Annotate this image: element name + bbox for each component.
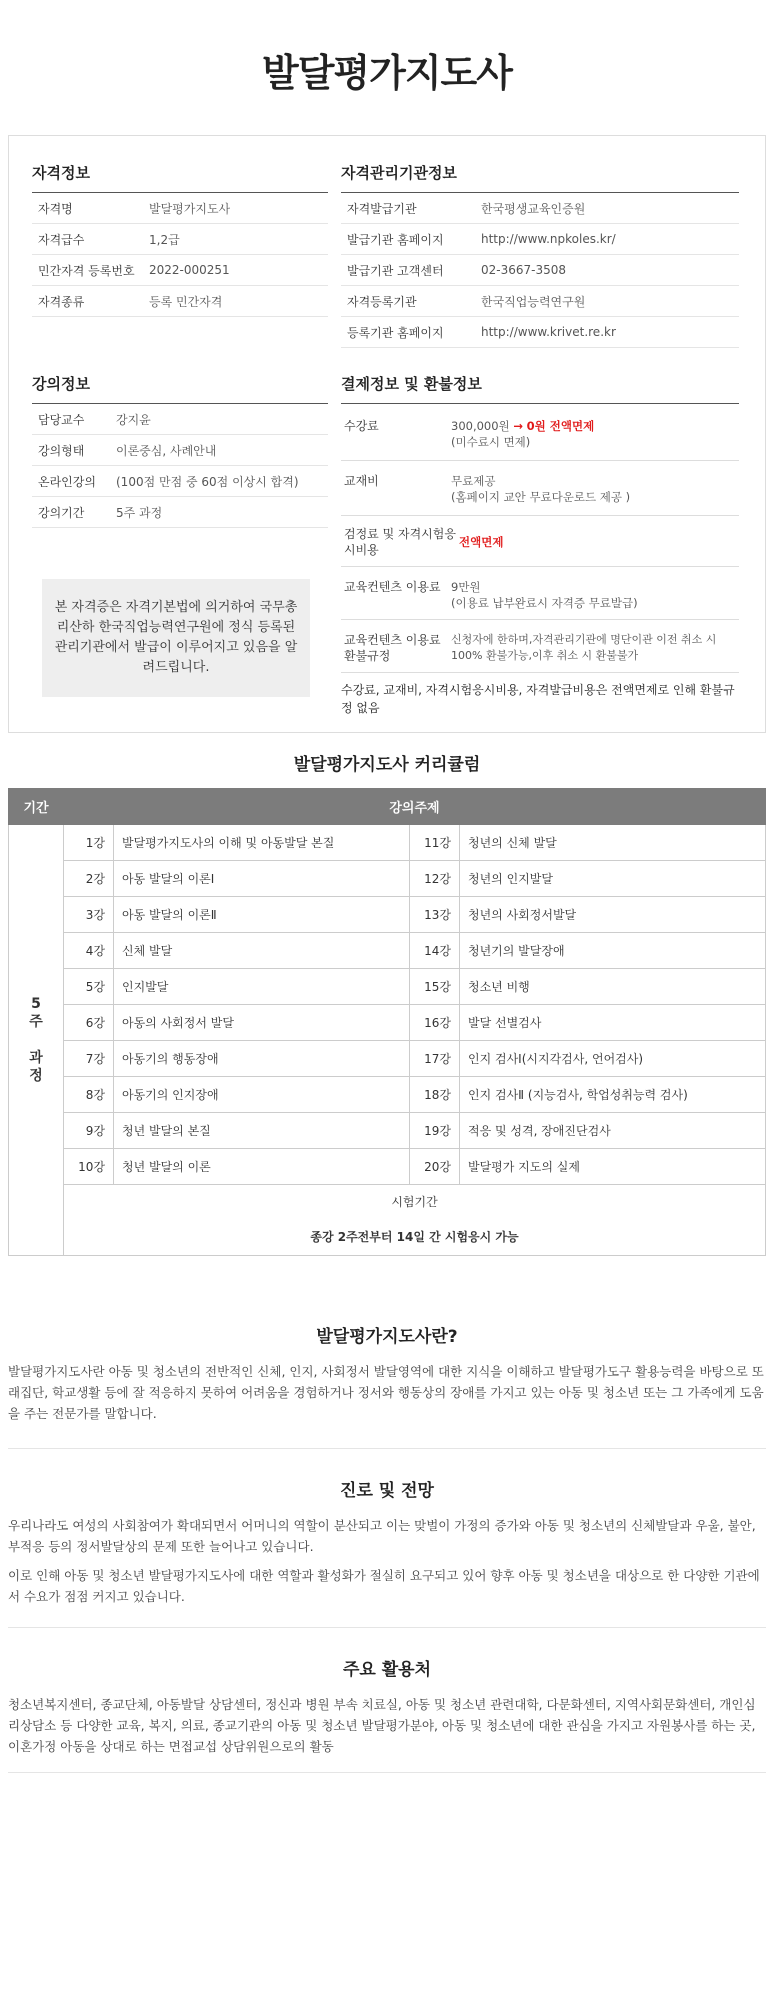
content-row bbox=[341, 567, 739, 620]
kv-key: 자격종류 bbox=[38, 294, 85, 309]
qualification-section bbox=[32, 162, 328, 317]
kv-row bbox=[341, 255, 739, 286]
kv-value: 한국직업능력연구원 bbox=[481, 294, 586, 309]
usage-body: 청소년복지센터, 종교단체, 아동발달 상담센터, 정신과 병원 부속 치료실, 아동 및 청소년 관련대학, 다문화센터, 지역사회문화센터, 개인심리상담소 등 다양한 교육, 복지, 의료, 종교기관의 아동 및 청소년 발달평가분야, 아동 및 청소년에 대한 관심을 가지고 자원봉사를 하는 곳, 이혼가정 아동을 상대로 하는 면접교섭 상담위원으로의 활동 bbox=[8, 1697, 756, 1754]
kv-row bbox=[32, 224, 328, 255]
kv-row bbox=[341, 317, 739, 348]
info-box bbox=[8, 135, 766, 733]
table-row bbox=[9, 1005, 766, 1041]
material-value: 무료제공 bbox=[451, 474, 496, 488]
material-sub: (홈페이지 교안 무료다운로드 제공 ) bbox=[451, 490, 631, 504]
outlook-body: 이로 인해 아동 및 청소년 발달평가지도사에 대한 역할과 활성화가 절실히 요구되고 있어 향후 아동 및 청소년을 대상으로 한 다양한 기관에서 수요가 점점 커지고 있습니다. bbox=[8, 1568, 760, 1604]
lecture-topic: 청년 발달의 본질 bbox=[114, 1113, 410, 1149]
lecture-number: 8강 bbox=[64, 1077, 114, 1113]
exam-cell bbox=[64, 1185, 766, 1256]
curriculum-table bbox=[8, 788, 766, 1256]
refund-value: 신청자에 한하며,자격관리기관에 명단이관 이전 취소 시 100% 환불가능,이후 취소 시 환불불가 bbox=[451, 633, 717, 662]
fee-value: 전액면제 bbox=[459, 535, 504, 549]
lecture-topic: 인지 검사Ⅰ(시지각검사, 언어검사) bbox=[459, 1041, 765, 1077]
table-row bbox=[9, 1041, 766, 1077]
lecture-topic: 적응 및 성격, 장애진단검사 bbox=[459, 1113, 765, 1149]
col-topic: 강의주제 bbox=[64, 789, 766, 825]
kv-key: 자격명 bbox=[38, 201, 73, 216]
lecture-topic: 청년기의 발달장애 bbox=[459, 933, 765, 969]
pay-value bbox=[451, 418, 739, 450]
kv-key: 강의기간 bbox=[38, 505, 85, 520]
arrow-icon: → bbox=[513, 419, 523, 433]
pay-key: 수강료 bbox=[344, 419, 379, 433]
lecture-number: 20강 bbox=[409, 1149, 459, 1185]
lecture-topic: 청소년 비행 bbox=[459, 969, 765, 1005]
pay-value bbox=[451, 579, 739, 611]
kv-value: 등록 민간자격 bbox=[149, 294, 223, 309]
table-row bbox=[9, 825, 766, 861]
lecture-topic: 청년의 인지발달 bbox=[459, 861, 765, 897]
kv-row bbox=[32, 404, 328, 435]
kv-row bbox=[341, 224, 739, 255]
kv-row bbox=[32, 435, 328, 466]
kv-key: 강의형태 bbox=[38, 443, 85, 458]
kv-key: 온라인강의 bbox=[38, 474, 96, 489]
exam-desc: 종강 2주전부터 14일 간 시험응시 가능 bbox=[310, 1230, 519, 1244]
lecture-topic: 아동 발달의 이론Ⅱ bbox=[114, 897, 410, 933]
about-body: 발달평가지도사란 아동 및 청소년의 전반적인 신체, 인지, 사회정서 발달영역에 대한 지식을 이해하고 발달평가도구 활용능력을 바탕으로 또래집단, 학교생활 등에 잘 적응하지 못하여 어려움을 경험하거나 정서와 행동상의 장애를 가지고 있는 아동 및 청소년 또는 그 가족에게 도움을 주는 전문가를 말합니다. bbox=[8, 1364, 764, 1421]
pay-key: 교육컨텐츠 이용료 bbox=[344, 580, 441, 594]
kv-row bbox=[32, 255, 328, 286]
lecture-topic: 인지발달 bbox=[114, 969, 410, 1005]
lecture-number: 14강 bbox=[409, 933, 459, 969]
lecture-topic: 아동기의 행동장애 bbox=[114, 1041, 410, 1077]
lecture-topic: 신체 발달 bbox=[114, 933, 410, 969]
course-section bbox=[32, 373, 328, 528]
usage-heading: 주요 활용처 bbox=[342, 1660, 432, 1680]
course-heading: 강의정보 bbox=[32, 373, 328, 404]
kv-row bbox=[341, 286, 739, 317]
pay-key: 검정료 및 자격시험응시비용 bbox=[344, 527, 456, 557]
lecture-topic: 아동기의 인지장애 bbox=[114, 1077, 410, 1113]
notice-box: 본 자격증은 자격기본법에 의거하여 국무총리산하 한국직업능력연구원에 정식 등록된 관리기관에서 발급이 이루어지고 있음을 알려드립니다. bbox=[42, 579, 310, 697]
kv-value: 강지윤 bbox=[116, 412, 151, 427]
lecture-number: 17강 bbox=[409, 1041, 459, 1077]
content-sub: (이용료 납부완료시 자격증 무료발급) bbox=[451, 596, 638, 610]
kv-value: (100점 만점 중 60점 이상시 합격) bbox=[116, 474, 299, 489]
kv-value: 1,2급 bbox=[149, 232, 180, 247]
lecture-number: 16강 bbox=[409, 1005, 459, 1041]
outlook-section bbox=[8, 1476, 766, 1615]
pay-key: 교육컨텐츠 이용료 환불규정 bbox=[344, 633, 441, 663]
kv-row bbox=[32, 193, 328, 224]
kv-key: 자격급수 bbox=[38, 232, 85, 247]
payment-heading: 결제정보 및 환불정보 bbox=[341, 373, 739, 404]
lecture-number: 6강 bbox=[64, 1005, 114, 1041]
lecture-topic: 청년의 신체 발달 bbox=[459, 825, 765, 861]
lecture-topic: 발달평가지도사의 이해 및 아동발달 본질 bbox=[114, 825, 410, 861]
period-cell bbox=[9, 825, 64, 1256]
divider bbox=[8, 1448, 766, 1449]
table-row bbox=[9, 1149, 766, 1185]
kv-value: 한국평생교육인증원 bbox=[481, 201, 586, 216]
pay-key: 교재비 bbox=[344, 474, 379, 488]
divider bbox=[8, 1772, 766, 1773]
kv-value: 5주 과정 bbox=[116, 505, 163, 520]
agency-heading: 자격관리기관정보 bbox=[341, 162, 739, 193]
kv-value: 이론중심, 사례안내 bbox=[116, 443, 217, 458]
tuition-free: 0원 전액면제 bbox=[526, 419, 595, 433]
kv-key: 담당교수 bbox=[38, 412, 85, 427]
tuition-row bbox=[341, 404, 739, 461]
table-row bbox=[9, 861, 766, 897]
outlook-body: 우리나라도 여성의 사회참여가 확대되면서 어머니의 역할이 분산되고 이는 맞벌이 가정의 증가와 아동 및 청소년의 신체발달과 우울, 불안, 부적응 등의 정서발달상의 문제 또한 늘어나고 있습니다. bbox=[8, 1518, 756, 1554]
table-row bbox=[9, 1113, 766, 1149]
kv-value: 2022-000251 bbox=[149, 263, 230, 277]
period-text: 주 bbox=[29, 1014, 43, 1030]
lecture-number: 5강 bbox=[64, 969, 114, 1005]
kv-key: 발급기관 고객센터 bbox=[347, 263, 444, 278]
kv-value: 발달평가지도사 bbox=[149, 201, 231, 216]
kv-value: 02-3667-3508 bbox=[481, 263, 567, 277]
refund-row bbox=[341, 620, 739, 673]
tuition-sub: (미수료시 면제) bbox=[451, 435, 531, 449]
lecture-topic: 발달 선별검사 bbox=[459, 1005, 765, 1041]
qualification-heading: 자격정보 bbox=[32, 162, 328, 193]
table-row bbox=[9, 1077, 766, 1113]
lecture-topic: 청년 발달의 이론 bbox=[114, 1149, 410, 1185]
outlook-heading: 진로 및 전망 bbox=[340, 1481, 434, 1501]
lecture-number: 1강 bbox=[64, 825, 114, 861]
lecture-number: 9강 bbox=[64, 1113, 114, 1149]
kv-row bbox=[32, 466, 328, 497]
lecture-topic: 아동 발달의 이론Ⅰ bbox=[114, 861, 410, 897]
payment-note: 수강료, 교재비, 자격시험응시비용, 자격발급비용은 전액면제로 인해 환불규정 없음 bbox=[341, 683, 735, 715]
lecture-number: 11강 bbox=[409, 825, 459, 861]
fee-row bbox=[341, 516, 739, 567]
lecture-number: 4강 bbox=[64, 933, 114, 969]
table-row bbox=[9, 933, 766, 969]
lecture-topic: 아동의 사회정서 발달 bbox=[114, 1005, 410, 1041]
period-text: 과 bbox=[29, 1050, 43, 1066]
lecture-number: 10강 bbox=[64, 1149, 114, 1185]
registry-homepage-link[interactable]: http://www.krivet.re.kr bbox=[481, 325, 616, 339]
exam-row bbox=[9, 1185, 766, 1256]
lecture-number: 3강 bbox=[64, 897, 114, 933]
lecture-number: 13강 bbox=[409, 897, 459, 933]
kv-key: 민간자격 등록번호 bbox=[38, 263, 135, 278]
issuer-homepage-link[interactable]: http://www.npkoles.kr/ bbox=[481, 232, 616, 246]
lecture-topic: 발달평가 지도의 실제 bbox=[459, 1149, 765, 1185]
lecture-number: 2강 bbox=[64, 861, 114, 897]
lecture-number: 19강 bbox=[409, 1113, 459, 1149]
agency-section bbox=[341, 162, 739, 348]
kv-key: 등록기관 홈페이지 bbox=[347, 325, 444, 340]
exam-title: 시험기간 bbox=[391, 1195, 438, 1209]
kv-key: 자격발급기관 bbox=[347, 201, 417, 216]
kv-key: 자격등록기관 bbox=[347, 294, 417, 309]
about-section bbox=[8, 1322, 766, 1432]
payment-section bbox=[341, 373, 739, 717]
usage-section bbox=[8, 1655, 766, 1765]
period-text: 5 bbox=[31, 996, 41, 1012]
lecture-number: 18강 bbox=[409, 1077, 459, 1113]
kv-row bbox=[32, 286, 328, 317]
lecture-number: 12강 bbox=[409, 861, 459, 897]
pay-value bbox=[451, 473, 739, 505]
kv-key: 발급기관 홈페이지 bbox=[347, 232, 444, 247]
lecture-number: 7강 bbox=[64, 1041, 114, 1077]
table-row bbox=[9, 897, 766, 933]
content-value: 9만원 bbox=[451, 580, 481, 594]
kv-row bbox=[341, 193, 739, 224]
tuition-price: 300,000원 bbox=[451, 419, 510, 433]
lecture-topic: 청년의 사회정서발달 bbox=[459, 897, 765, 933]
kv-row bbox=[32, 497, 328, 528]
divider bbox=[8, 1627, 766, 1628]
lecture-topic: 인지 검사Ⅱ (지능검사, 학업성취능력 검사) bbox=[459, 1077, 765, 1113]
page-title: 발달평가지도사 bbox=[262, 51, 512, 95]
period-text: 정 bbox=[29, 1068, 43, 1084]
table-row bbox=[9, 969, 766, 1005]
about-heading: 발달평가지도사란? bbox=[316, 1327, 458, 1347]
curriculum-title: 발달평가지도사 커리큘럼 bbox=[293, 755, 481, 775]
material-row bbox=[341, 461, 739, 516]
lecture-number: 15강 bbox=[409, 969, 459, 1005]
col-period: 기간 bbox=[9, 789, 64, 825]
